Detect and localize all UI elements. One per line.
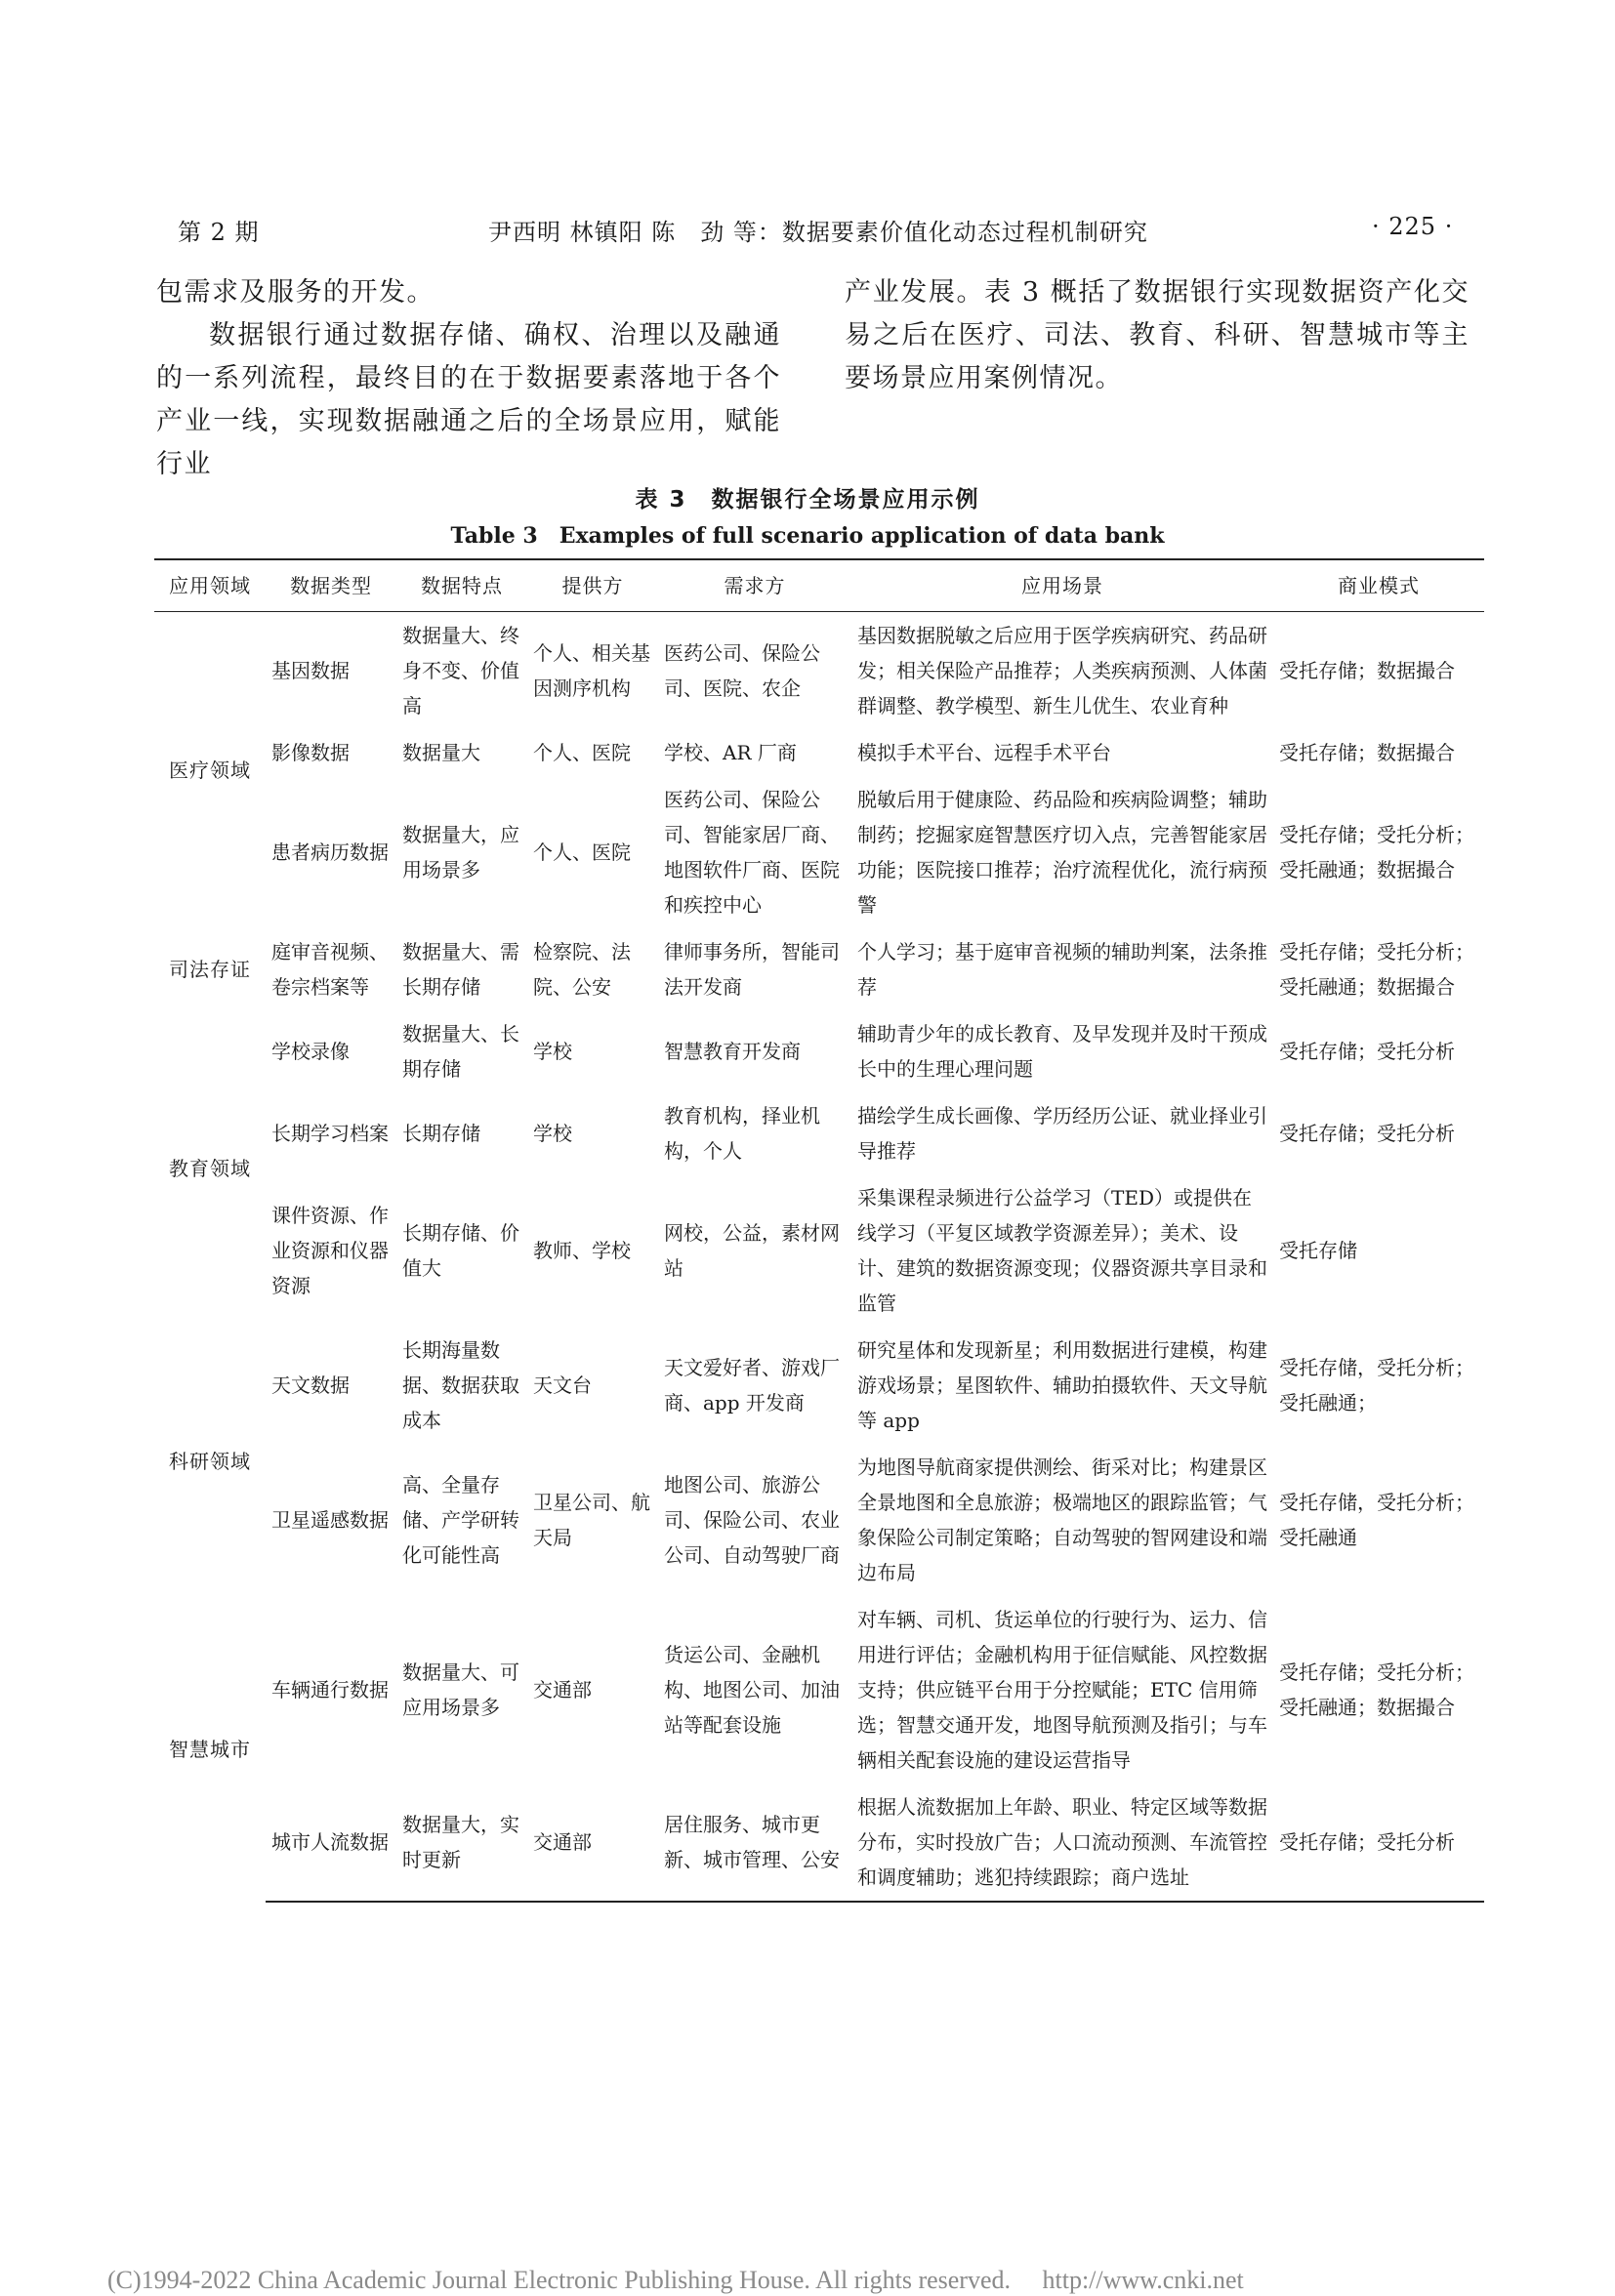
- model-cell: 受托存储；数据撮合: [1279, 659, 1455, 682]
- table-row: [154, 729, 1484, 776]
- model-cell: 受托存储；受托分析；受托融通；数据撮合: [1279, 1660, 1474, 1719]
- table-row: [154, 1784, 1484, 1902]
- provider-cell: 检察院、法院、公安: [533, 940, 631, 999]
- table-row: [154, 928, 1484, 1010]
- model-cell: 受托存储，受托分析；受托融通: [1279, 1491, 1474, 1549]
- model-cell: 受托存储: [1279, 1239, 1357, 1262]
- type-cell: 庭审音视频、卷宗档案等: [271, 940, 389, 999]
- model-cell: 受托存储；受托分析；受托融通；数据撮合: [1279, 940, 1474, 999]
- type-cell: 基因数据: [271, 659, 350, 682]
- paragraph: 包需求及服务的开发。: [156, 277, 435, 308]
- provider-cell: 天文台: [533, 1374, 592, 1397]
- demand-cell: 教育机构，择业机构，个人: [664, 1104, 820, 1163]
- feature-cell: 长期存储、价值大: [402, 1221, 519, 1280]
- table-caption-en: Table 3 Examples of full scenario application of data bank: [450, 523, 1165, 549]
- feature-cell: 数据量大、长期存储: [402, 1022, 519, 1081]
- type-cell: 课件资源、作业资源和仪器资源: [271, 1204, 389, 1297]
- table-row: [154, 1010, 1484, 1092]
- table-row: [154, 1327, 1484, 1444]
- provider-cell: 学校: [533, 1040, 572, 1063]
- model-cell: 受托存储；受托分析: [1279, 1122, 1455, 1145]
- scenario-cell: 采集课程录频进行公益学习（TED）或提供在线学习（平复区域教学资源差异）；美术、设计、建筑的数据资源变现；仪器资源共享目录和监管: [857, 1186, 1267, 1315]
- scenario-cell: 基因数据脱敏之后应用于医学疾病研究、药品研发；相关保险产品推荐；人类疾病预测、人体菌群调整、教学模型、新生儿优生、农业育种: [857, 624, 1267, 718]
- table-row: [154, 1444, 1484, 1596]
- scenario-cell: 描绘学生成长画像、学历经历公证、就业择业引导推荐: [857, 1104, 1267, 1163]
- demand-cell: 医药公司、保险公司、智能家居厂商、地图软件厂商、医院和疾控中心: [664, 788, 840, 917]
- provider-cell: 个人、医院: [533, 741, 631, 764]
- model-cell: 受托存储；受托分析: [1279, 1040, 1455, 1063]
- provider-cell: 教师、学校: [533, 1239, 631, 1262]
- column-header: 需求方: [658, 559, 851, 612]
- model-cell: 受托存储；数据撮合: [1279, 741, 1455, 764]
- table-row: [154, 776, 1484, 928]
- feature-cell: 长期存储: [402, 1122, 480, 1145]
- demand-cell: 天文爱好者、游戏厂商、app 开发商: [664, 1356, 840, 1414]
- type-cell: 影像数据: [271, 741, 350, 764]
- demand-cell: 学校、AR 厂商: [664, 741, 797, 764]
- demand-cell: 医药公司、保险公司、医院、农企: [664, 641, 820, 700]
- issue-number: 第 2 期: [178, 219, 260, 246]
- scenario-cell: 辅助青少年的成长教育、及早发现并及时干预成长中的生理心理问题: [857, 1022, 1267, 1081]
- paragraph: 数据银行通过数据存储、确权、治理以及融通的一系列流程，最终目的在于数据要素落地于各个产业一线，实现数据融通之后的全场景应用，赋能行业: [156, 320, 781, 479]
- feature-cell: 数据量大、可应用场景多: [402, 1660, 519, 1719]
- demand-cell: 智慧教育开发商: [664, 1040, 801, 1063]
- table-row: [154, 1174, 1484, 1327]
- provider-cell: 学校: [533, 1122, 572, 1145]
- type-cell: 城市人流数据: [266, 1784, 396, 1902]
- column-header: 数据特点: [396, 559, 527, 612]
- feature-cell: 数据量大、终身不变、价值高: [402, 624, 519, 718]
- feature-cell: 高、全量存储、产学研转化可能性高: [402, 1473, 519, 1567]
- field-cell: 教育领域: [169, 1157, 251, 1180]
- scenario-cell: 对车辆、司机、货运单位的行驶行为、运力、信用进行评估；金融机构用于征信赋能、风控数据支持；供应链平台用于分控赋能；ETC 信用筛选；智慧交通开发，地图导航预测及指引；与车辆相关配套设施的建设运营指导: [857, 1608, 1267, 1772]
- type-cell: 长期学习档案: [271, 1122, 389, 1145]
- column-header: 应用场景: [851, 559, 1273, 612]
- provider-cell: 卫星公司、航天局: [533, 1491, 650, 1549]
- provider-cell: 个人、相关基因测序机构: [533, 641, 650, 700]
- type-cell: 患者病历数据: [271, 840, 389, 864]
- provider-cell: 交通部: [527, 1784, 658, 1902]
- table-row: [154, 1596, 1484, 1784]
- type-cell: 学校录像: [271, 1040, 350, 1063]
- model-cell: 受托存储，受托分析；受托融通；: [1279, 1356, 1474, 1414]
- field-cell: 智慧城市: [169, 1737, 251, 1761]
- demand-cell: 货运公司、金融机构、地图公司、加油站等配套设施: [664, 1643, 840, 1737]
- right-column: [845, 271, 1470, 400]
- scenario-cell: 为地图导航商家提供测绘、街采对比；构建景区全景地图和全息旅游；极端地区的跟踪监管；气象保险公司制定策略；自动驾驶的智网建设和端边布局: [857, 1456, 1267, 1584]
- paragraph: 产业发展。表 3 概括了数据银行实现数据资产化交易之后在医疗、司法、教育、科研、智慧城市等主要场景应用案例情况。: [845, 277, 1470, 393]
- page-number: · 225 ·: [1372, 213, 1454, 240]
- table-caption-cn: 表 3 数据银行全场景应用示例: [635, 487, 980, 512]
- demand-cell: 律师事务所，智能司法开发商: [664, 940, 840, 999]
- copyright-footer: (C)1994-2022 China Academic Journal Electronic Publishing House. All rights reserved. http://www.cnki.net: [107, 2266, 1244, 2294]
- left-column: [156, 271, 781, 486]
- model-cell: 受托存储；受托分析；受托融通；数据撮合: [1279, 823, 1474, 882]
- feature-cell: 数据量大、需长期存储: [402, 940, 519, 999]
- scenario-cell: 根据人流数据加上年龄、职业、特定区域等数据分布，实时投放广告；人口流动预测、车流管控和调度辅助；逃犯持续跟踪；商户选址: [851, 1784, 1273, 1902]
- column-header: 商业模式: [1273, 559, 1484, 612]
- feature-cell: 数据量大: [402, 741, 480, 764]
- demand-cell: 地图公司、旅游公司、保险公司、农业公司、自动驾驶厂商: [664, 1473, 840, 1567]
- type-cell: 卫星遥感数据: [271, 1508, 389, 1532]
- demand-cell: 居住服务、城市更新、城市管理、公安: [658, 1784, 851, 1902]
- scenario-cell: 个人学习；基于庭审音视频的辅助判案，法条推荐: [857, 940, 1267, 999]
- feature-cell: 数据量大，实时更新: [396, 1784, 527, 1902]
- provider-cell: 个人、医院: [533, 840, 631, 864]
- scenario-cell: 研究星体和发现新星；利用数据进行建模，构建游戏场景；星图软件、辅助拍摄软件、天文导航等 app: [857, 1338, 1267, 1432]
- field-cell: 司法存证: [169, 958, 251, 981]
- field-cell: 科研领域: [169, 1450, 251, 1473]
- column-header: 数据类型: [266, 559, 396, 612]
- feature-cell: 数据量大，应用场景多: [402, 823, 519, 882]
- provider-cell: 交通部: [533, 1678, 592, 1702]
- column-header: 应用领域: [154, 559, 266, 612]
- field-cell: 医疗领域: [169, 758, 251, 782]
- table-row: [154, 612, 1484, 730]
- data-bank-table: [154, 558, 1484, 1903]
- model-cell: 受托存储；受托分析: [1273, 1784, 1484, 1902]
- type-cell: 天文数据: [271, 1374, 350, 1397]
- feature-cell: 长期海量数据、数据获取成本: [402, 1338, 519, 1432]
- type-cell: 车辆通行数据: [271, 1678, 389, 1702]
- table-row: [154, 1092, 1484, 1174]
- table-header-row: [154, 559, 1484, 612]
- column-header: 提供方: [527, 559, 658, 612]
- scenario-cell: 模拟手术平台、远程手术平台: [857, 741, 1111, 764]
- scenario-cell: 脱敏后用于健康险、药品险和疾病险调整；辅助制药；挖掘家庭智慧医疗切入点，完善智能家居功能；医院接口推荐；治疗流程优化，流行病预警: [857, 788, 1267, 917]
- running-title: 尹西明 林镇阳 陈 劲 等：数据要素价值化动态过程机制研究: [488, 219, 1148, 246]
- demand-cell: 网校，公益，素材网站: [664, 1221, 840, 1280]
